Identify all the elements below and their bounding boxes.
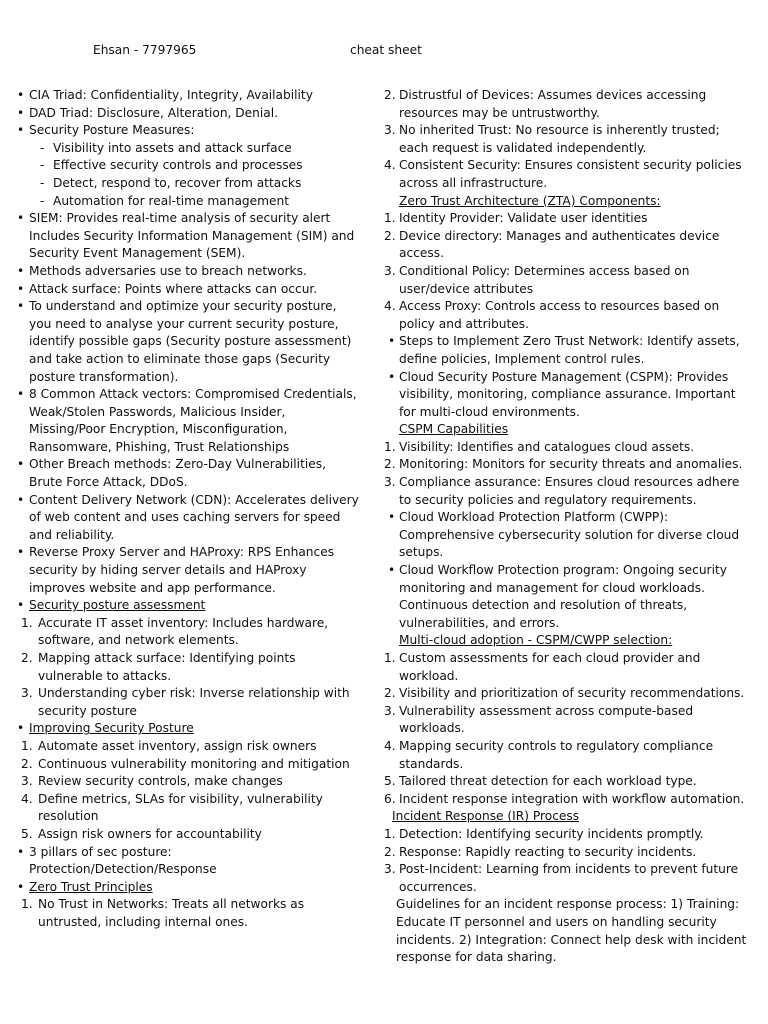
list-marker: 2. — [384, 88, 396, 102]
list-marker: • — [388, 334, 396, 349]
list-marker: 3. — [21, 774, 33, 789]
item-text: Mapping security controls to regulatory compliance standards. — [399, 738, 714, 771]
list-item — [384, 333, 752, 368]
list-marker: 2. — [384, 686, 396, 701]
list-marker: • — [17, 299, 25, 314]
list-marker: 5. — [21, 826, 33, 841]
author-line: Ehsan - 7797965 — [93, 43, 197, 57]
list-marker: • — [17, 263, 25, 278]
item-text: Visibility and prioritization of security recommendations. — [399, 686, 745, 701]
heading-text: Zero Trust Principles — [29, 879, 153, 894]
list-item — [16, 281, 361, 299]
list-marker: 1. — [384, 211, 396, 226]
item-text: Incident response integration with workflow automation. — [399, 791, 745, 806]
list-marker: • — [17, 598, 25, 613]
list-marker: • — [17, 545, 25, 560]
list-marker: • — [17, 721, 25, 736]
item-text: Identity Provider: Validate user identities — [399, 211, 648, 226]
item-text: Post-Incident: Learning from incidents to prevent future occurrences. — [399, 862, 739, 894]
numbered-item — [384, 861, 752, 896]
list-marker: • — [17, 844, 25, 859]
list-marker: 1. — [384, 439, 396, 454]
list-marker: 3. — [384, 263, 396, 278]
list-marker: 5. — [384, 774, 396, 789]
numbered-item — [384, 650, 752, 685]
list-marker: • — [17, 457, 25, 472]
numbered-item — [16, 773, 361, 791]
numbered-item — [384, 703, 752, 738]
list-marker: 1. — [384, 651, 396, 665]
item-text: No inherited Trust: No resource is inherently trusted; each request is validated independently. — [399, 123, 720, 155]
numbered-item — [384, 210, 752, 228]
item-text: Assign risk owners for accountability — [38, 826, 262, 841]
list-item — [384, 509, 752, 562]
list-marker: • — [17, 281, 25, 296]
list-marker: 2. — [21, 651, 33, 665]
list-item — [16, 879, 361, 897]
numbered-item — [384, 298, 752, 333]
list-marker: 2. — [384, 228, 396, 243]
document-title: cheat sheet — [350, 43, 422, 57]
numbered-item — [16, 756, 361, 774]
item-text: Custom assessments for each cloud provider and workload. — [399, 651, 701, 683]
item-text: Detect, respond to, recover from attacks — [53, 175, 302, 190]
list-marker: • — [388, 563, 396, 578]
numbered-item — [384, 157, 752, 192]
list-marker: • — [17, 211, 25, 226]
numbered-item — [16, 896, 361, 931]
list-marker: • — [388, 510, 396, 525]
item-text: 3 pillars of sec posture: Protection/Detection/Response — [29, 844, 217, 877]
right-column — [384, 87, 752, 967]
list-item — [16, 87, 361, 105]
list-marker: - — [40, 158, 45, 173]
list-item — [16, 157, 361, 175]
section-heading — [384, 632, 752, 650]
numbered-item — [384, 844, 752, 862]
item-text: Consistent Security: Ensures consistent security policies across all infrastructure. — [399, 158, 742, 190]
list-marker: 2. — [21, 756, 33, 771]
list-marker: • — [17, 105, 25, 120]
item-text: Detection: Identifying security incidents promptly. — [399, 826, 704, 841]
item-text: Automate asset inventory, assign risk owners — [38, 738, 317, 753]
item-text: Cloud Security Posture Management (CSPM): Provides visibility, monitoring, compliance assurance. Important for multi-cloud environments. — [399, 369, 736, 419]
item-text: Content Delivery Network (CDN): Accelerates delivery of web content and uses caching servers for speed and reliability. — [29, 492, 359, 542]
item-text: Tailored threat detection for each workload type. — [399, 774, 697, 789]
heading-text: Multi-cloud adoption - CSPM/CWPP selection: — [399, 633, 673, 648]
list-marker: • — [17, 123, 25, 138]
list-marker: - — [40, 140, 45, 155]
section-heading — [384, 193, 752, 211]
numbered-item — [16, 685, 361, 720]
item-text: Reverse Proxy Server and HAProxy: RPS Enhances security by hiding server details and HAProxy improves website and app performance. — [29, 545, 335, 595]
item-text: SIEM: Provides real-time analysis of security alert Includes Security Information Management (SIM) and Security Event Management (SEM). — [29, 211, 355, 261]
item-text: Accurate IT asset inventory: Includes hardware, software, and network elements. — [38, 615, 329, 648]
heading-text: Improving Security Posture — [29, 721, 194, 736]
left-column — [16, 87, 361, 932]
item-text: Automation for real-time management — [53, 193, 290, 208]
list-item — [16, 105, 361, 123]
list-item — [16, 492, 361, 545]
list-item — [16, 263, 361, 281]
item-text: Mapping attack surface: Identifying points vulnerable to attacks. — [38, 651, 296, 683]
numbered-item — [16, 738, 361, 756]
numbered-item — [384, 263, 752, 298]
heading-text: Incident Response (IR) Process — [392, 809, 580, 824]
item-text: Visibility: Identifies and catalogues cloud assets. — [399, 439, 695, 454]
page-header — [0, 42, 768, 60]
list-marker: • — [17, 492, 25, 507]
item-text: Conditional Policy: Determines access based on user/device attributes — [399, 263, 690, 296]
list-item — [16, 210, 361, 263]
item-text: Cloud Workload Protection Platform (CWPP): Comprehensive cybersecurity solution for diverse cloud setups. — [399, 510, 740, 560]
list-marker: - — [40, 175, 45, 190]
item-text: Device directory: Manages and authenticates device access. — [399, 228, 720, 261]
list-item — [384, 369, 752, 422]
item-text: No Trust in Networks: Treats all networks as untrusted, including internal ones. — [38, 897, 305, 929]
item-text: Security Posture Measures: — [29, 123, 195, 138]
item-text: DAD Triad: Disclosure, Alteration, Denial. — [29, 105, 279, 120]
numbered-item — [384, 773, 752, 791]
numbered-item — [384, 791, 752, 809]
item-text: Define metrics, SLAs for visibility, vulnerability resolution — [38, 791, 323, 824]
item-text: Compliance assurance: Ensures cloud resources adhere to security policies and regulatory requirements. — [399, 475, 740, 507]
item-text: Review security controls, make changes — [38, 774, 283, 789]
list-marker: • — [17, 387, 25, 402]
list-item — [16, 456, 361, 491]
numbered-item — [16, 650, 361, 685]
list-marker: 6. — [384, 791, 396, 806]
item-text: Other Breach methods: Zero-Day Vulnerabilities, Brute Force Attack, DDoS. — [29, 457, 326, 490]
list-marker: 1. — [21, 738, 33, 753]
list-marker: 1. — [21, 897, 33, 912]
list-marker: 4. — [21, 791, 33, 806]
item-text: Vulnerability assessment across compute-based workloads. — [399, 703, 694, 736]
item-text: CIA Triad: Confidentiality, Integrity, Availability — [29, 88, 313, 102]
item-text: Methods adversaries use to breach networks. — [29, 263, 307, 278]
list-item — [16, 193, 361, 211]
list-marker: 3. — [384, 703, 396, 718]
numbered-item — [384, 87, 752, 122]
heading-text: Zero Trust Architecture (ZTA) Components: — [399, 193, 661, 208]
item-text: Continuous vulnerability monitoring and mitigation — [38, 756, 350, 771]
numbered-item — [384, 122, 752, 157]
item-text: Guidelines for an incident response process: 1) Training: Educate IT personnel and users on handling security incidents. 2) Integration: Connect help desk with incident response for data sharing. — [396, 897, 747, 965]
section-heading — [384, 896, 752, 966]
list-marker: 4. — [384, 299, 396, 314]
list-marker: 3. — [384, 123, 396, 138]
list-marker: 3. — [384, 475, 396, 490]
list-item — [384, 562, 752, 632]
item-text: 8 Common Attack vectors: Compromised Credentials, Weak/Stolen Passwords, Malicious Insider, Missing/Poor Encryption, Misconfiguration, Ransomware, Phishing, Trust Relationships — [29, 387, 357, 454]
item-text: Understanding cyber risk: Inverse relationship with security posture — [38, 686, 350, 718]
item-text: Attack surface: Points where attacks can occur. — [29, 281, 318, 296]
numbered-item — [384, 474, 752, 509]
numbered-item — [16, 826, 361, 844]
numbered-item — [384, 439, 752, 457]
list-item — [16, 298, 361, 386]
item-text: Effective security controls and processes — [53, 158, 303, 173]
numbered-item — [384, 826, 752, 844]
list-item — [16, 140, 361, 158]
list-marker: 4. — [384, 738, 396, 753]
list-item — [16, 122, 361, 140]
list-item — [16, 386, 361, 456]
list-marker: 4. — [384, 158, 396, 173]
list-marker: 3. — [384, 862, 396, 877]
list-marker: 3. — [21, 686, 33, 701]
numbered-item — [16, 791, 361, 826]
item-text: Distrustful of Devices: Assumes devices accessing resources may be untrustworthy. — [399, 88, 707, 120]
numbered-item — [384, 228, 752, 263]
list-item — [16, 175, 361, 193]
item-text: Monitoring: Monitors for security threats and anomalies. — [399, 457, 743, 472]
numbered-item — [384, 738, 752, 773]
item-text: Response: Rapidly reacting to security incidents. — [399, 844, 697, 859]
list-item — [16, 597, 361, 615]
numbered-item — [384, 685, 752, 703]
list-item — [16, 544, 361, 597]
list-marker: • — [17, 88, 25, 102]
list-marker: 1. — [384, 826, 396, 841]
heading-text: Security posture assessment — [29, 598, 206, 613]
list-marker: • — [388, 369, 396, 384]
list-marker: • — [17, 879, 25, 894]
item-text: Access Proxy: Controls access to resources based on policy and attributes. — [399, 299, 720, 331]
list-marker: 2. — [384, 457, 396, 472]
list-marker: 1. — [21, 615, 33, 630]
heading-text: CSPM Capabilities — [399, 422, 509, 437]
list-item — [16, 844, 361, 879]
item-text: Visibility into assets and attack surface — [53, 140, 292, 155]
item-text: Cloud Workflow Protection program: Ongoing security monitoring and management for cloud workloads. Continuous detection and resolution of threats, vulnerabilities, and errors. — [399, 563, 727, 630]
numbered-item — [16, 615, 361, 650]
list-item — [16, 720, 361, 738]
item-text: Steps to Implement Zero Trust Network: Identify assets, define policies, Implement control rules. — [399, 334, 740, 366]
list-marker: 2. — [384, 844, 396, 859]
numbered-item — [384, 456, 752, 474]
list-marker: - — [40, 193, 45, 208]
section-heading — [384, 808, 752, 826]
section-heading — [384, 421, 752, 439]
item-text: To understand and optimize your security posture, you need to analyse your current security posture, identify possible gaps (Security posture assessment) and take action to eliminate those gaps (Security posture transformation). — [29, 299, 352, 384]
